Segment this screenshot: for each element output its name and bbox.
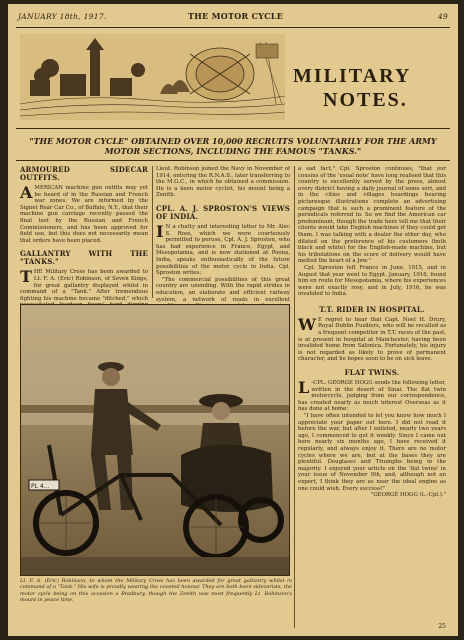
article-armoured-sidecar: AMERICAN machine gun outfits may yet be heard of in the Russian and French war zones. We are informed by the Signet Rear Car Co., of Buffalo, N.Y., that their machine gun carriage recently passed the final test by the Russian and French Commissioners, and has been approved for field use, but this does not necessarily mean that orders have been placed. <box>20 183 148 244</box>
dropcap: A <box>20 183 33 202</box>
article-flat-twins-signature: "GEORGE HOGG (L.-Cpl.)." <box>370 492 446 499</box>
dropcap: L <box>298 378 310 398</box>
header-rule <box>16 27 450 28</box>
column-3 <box>298 166 446 499</box>
heading-armoured-sidecar: ARMOURED SIDECAR OUTFITS. <box>20 165 148 182</box>
heading-flat-twins: FLAT TWINS. <box>344 368 400 378</box>
issue-date: JANUARY 18th, 1917. <box>18 12 107 21</box>
heading-tt-rider: T.T. RIDER IN HOSPITAL. <box>319 304 425 314</box>
section-title-line-1: MILITARY <box>293 65 412 87</box>
heading-sproston: CPL. A. J. SPROSTON'S VIEWS OF INDIA. <box>156 203 290 221</box>
article-sproston-extra: Cpl. Sproston left France in June, 1915, and in August that year went to Egypt. January, 1916, found him en route for Mesopotamia, where his experiences were not exactly rosy, and in July, 1916, he was invalided to India. <box>298 264 446 298</box>
column-rule <box>152 166 153 298</box>
dropcap: I <box>156 221 164 241</box>
article-sproston-quote: "The commercial possibilities of this great country are unending. With the rapid strides in education, an elaborate and efficient railway system, a network of roads in excellent <box>156 276 290 303</box>
photo-caption: Lt. F. A. (Eric) Robinson, to whom the Military Cross has been awarded for great gallantry whilst in command of a "Tank." His wife is proudly wearing the coveted honour. They are both keen sidecarists, the motor cycle being on this occasion a Bradbury, though the Zenith was most frequently Lt. Robinson's mount in peace time. <box>20 578 292 604</box>
subheadline: "THE MOTOR CYCLE" OBTAINED OVER 10,000 RECRUITS VOLUNTARILY FOR THE ARMY MOTOR SECTIONS, INCLUDING THE FAMOUS "TANKS." <box>29 136 437 156</box>
photo-illustration <box>21 305 289 575</box>
banner-rule <box>16 128 450 129</box>
heading-gallantry-tanks: GALLANTRY WITH THE "TANKS." <box>20 249 148 267</box>
column-rule <box>294 166 295 628</box>
article-gallantry-tanks: THE Military Cross has been awarded to Lt. F. A. (Eric) Robinson, of Seven Kings, for great gallantry displayed whilst in command of a "Tank." After tremendous fighting his machine became "ditched," which <box>20 267 148 302</box>
article-flat-twins: L -CPL. GEORGE HOGG sends the following letter, written in the desert of Sinai. The flat twin motorcycle, judging from our correspondence, has created nearly as much interest Overseas as it has done at home: <box>298 378 446 413</box>
article-tt-rider: W E regret to hear that Capt. Noel H. Drury, Royal Dublin Fusiliers, who will be recalled as a frequent competitor in T.T. races of the past, is at present in hospital at Manchester, having been invalided home from Salonica. Fortunately, his injury is not regarded as likely to prove of permanent character, and he hopes soon to be on sick leave. <box>298 314 446 363</box>
article-flat-twins-quote: "I have often intended to let you know how much I appreciate your paper out here. I did not read it before the war, but after I enlisted, nearly two years ago, I commenced to get it weekly. Since I came out here nearly six months ago, I have received it regularly, and always enjoy it. There are no motor cycles where we are, but at the bases they are plentiful. Douglases and Triumphs being in the majority. I enjoyed your article on the 'flat twins' in your issue of November 9th, and, although not an expert, I think they are as near the ideal engine as one could wish. Every success!" <box>298 413 446 492</box>
folio: 25 <box>438 623 446 630</box>
subhead-rule <box>16 160 450 161</box>
photograph-motorcycle-sidecar <box>20 304 290 576</box>
running-head <box>18 12 448 26</box>
dropcap: T <box>20 267 32 287</box>
magazine-page <box>8 4 458 636</box>
article-sproston-continued: a sad fact," Cpl. Sproston continues, "that our cousins of the 'usual note' have long realised that this country is excellently served by the press, almost every district having a daily journal of some sort, and in the cities and villages hoardings bearing picturesque illustrations complete an advertising campaign that is such a prominent feature of the periodicals referred to. So we find the American car predominant, though the trade here tell me that their clients would take English machines if they could get them. I was talking with a dealer the other day, who dilated on the preference of his customers (both black and white) for the English-made machine, but his tribulations on the score of delivery would have melted the heart of a Jew." <box>298 166 446 265</box>
masthead: THE MOTOR CYCLE <box>188 11 284 21</box>
banner-illustration <box>20 34 285 120</box>
article-sproston: I N a chatty and interesting letter to Mr. Alec S. Ross, which we were courteously permitted to peruse, Cpl. A. J. Sproston, who has had experience in France, Egypt, and Mesopotamia, and is now stationed at Poona, India, speaks enthusiastically of the future possibilities of the motor cycle in India. Cpl. Sproston writes: <box>156 221 290 277</box>
page-number: 49 <box>437 12 448 21</box>
section-title-line-2: NOTES. <box>323 89 408 111</box>
section-title <box>293 64 453 112</box>
article-joined-navy: Lieut. Robinson joined the Navy in November of 1914, entering the R.N.A.S., later transferring to the M.G.C., in which he obtained a commission. He is a keen motor cyclist, his mount being a Zenith. <box>156 166 290 199</box>
number-plate: PL 4... <box>31 483 50 490</box>
dropcap: W <box>298 314 316 334</box>
